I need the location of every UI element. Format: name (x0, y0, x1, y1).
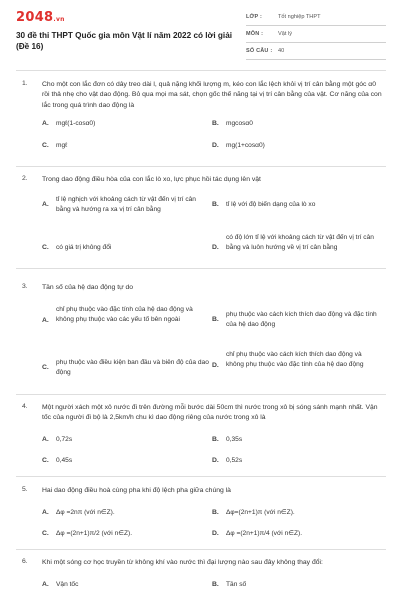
divider (16, 166, 386, 167)
question-number: 5. (22, 486, 28, 493)
meta-row-count (246, 47, 386, 60)
option-letter: D. (212, 142, 219, 149)
question-number: 6. (22, 558, 28, 565)
option-text: mgcosα0 (226, 120, 253, 127)
option-text: tỉ lệ với độ biến dạng của lò xo (226, 201, 316, 208)
meta-row-subject (246, 30, 386, 43)
option-letter: B. (212, 509, 219, 516)
question-text: Một người xách một xô nước đi trên đường mỗi bước dài 50cm thì nước trong xô bị sóng sánh mạnh nhất. Vận tốc của người đi bộ là 2,5km/h chu kì dao động riêng của nước trong xô là (42, 404, 378, 422)
meta-label: LỚP : (246, 14, 262, 20)
option-text: 0,52s (226, 457, 243, 464)
option-text: Tần số (226, 581, 247, 588)
option-letter: D. (212, 530, 219, 537)
meta-label: SỐ CÂU : (246, 48, 273, 54)
option-text: phụ thuộc vào điều kiện ban đầu và biên độ của dao động (56, 359, 209, 376)
option-text: Vận tốc (56, 581, 79, 588)
option-letter: B. (212, 120, 219, 127)
option-letter: C. (42, 457, 49, 464)
meta-value: Vật lý (278, 31, 292, 37)
option-letter: B. (212, 436, 219, 443)
option-text: mgℓ (56, 142, 68, 149)
question-number: 1. (22, 80, 28, 87)
option-letter: A. (42, 509, 49, 516)
divider (16, 394, 386, 395)
site-logo[interactable] (16, 10, 65, 25)
option-letter: D. (212, 362, 219, 369)
option-letter: A. (42, 120, 49, 127)
question-text: Tần số của hệ dao động tự do (42, 284, 134, 291)
option-letter: A. (42, 201, 49, 208)
option-letter: C. (42, 244, 49, 251)
meta-row-class (246, 13, 386, 26)
option-letter: B. (212, 316, 219, 323)
meta-value: Tốt nghiệp THPT (278, 14, 321, 20)
divider (16, 549, 386, 550)
option-letter: D. (212, 457, 219, 464)
question-text: Trong dao động điều hòa của con lắc lò xo, lực phục hồi tác dụng lên vật (42, 176, 261, 183)
option-letter: C. (42, 530, 49, 537)
option-letter: C. (42, 142, 49, 149)
option-text: tỉ lệ nghịch với khoảng cách từ vật đến vị trí cân bằng và hướng ra xa vị trí cân bằng (56, 196, 196, 213)
option-letter: A. (42, 317, 49, 324)
question-text: Cho một con lắc đơn có dây treo dài l, quả nặng khối lượng m, kéo con lắc lệch khỏi vị trí cân bằng một góc α0 rồi thả nhẹ cho vật dao động. Bỏ qua mọi ma sát, chọn gốc thế năng tại vị trí cân bằng của vật. Cơ năng của con lắc trong quá trình dao động là (42, 81, 382, 109)
question-text: Khi một sóng cơ học truyền từ không khí vào nước thì đại lượng nào sau đây không thay đổi: (42, 559, 323, 566)
divider (16, 70, 386, 71)
option-text: Δφ =(2n+1)π/2 (với n∈Z). (56, 530, 133, 537)
divider (16, 476, 386, 477)
option-text: Δφ =(2n+1)π/4 (với n∈Z). (226, 530, 303, 537)
question-number: 3. (22, 283, 28, 290)
document-title: 30 đề thi THPT Quốc gia môn Vật lí năm 2022 có lời giải (Đề 16) (16, 31, 233, 51)
meta-value: 40 (278, 48, 285, 54)
question-number: 4. (22, 403, 28, 410)
option-text: Δφ=(2n+1)π (với n∈Z). (226, 509, 295, 516)
option-letter: B. (212, 201, 219, 208)
option-text: phụ thuộc vào cách kích thích dao động và đặc tính của hệ dao động (226, 311, 377, 328)
option-text: mgℓ(1-cosα0) (56, 120, 96, 127)
option-letter: A. (42, 581, 49, 588)
meta-label: MÔN : (246, 31, 264, 37)
option-text: chỉ phụ thuộc vào cách kích thích dao động và không phụ thuộc vào đặc tính của hệ dao động (226, 351, 364, 368)
meta-panel (246, 13, 386, 64)
question-text: Hai dao động điều hoà cùng pha khi độ lệch pha giữa chúng là (42, 487, 231, 494)
document-header (16, 10, 386, 68)
option-text: có giá trị không đổi (56, 244, 112, 251)
option-text: chỉ phụ thuộc vào đặc tính của hệ dao động và không phụ thuộc vào các yếu tố bên ngoài (56, 306, 193, 323)
option-letter: A. (42, 436, 49, 443)
option-letter: D. (212, 244, 219, 251)
option-text: mg(1+cosα0) (226, 142, 265, 149)
option-letter: C. (42, 364, 49, 371)
option-text: có độ lớn tỉ lệ với khoảng cách từ vật đến vị trí cân bằng và luôn hướng về vị trí cân bằng (226, 234, 374, 251)
option-text: Δφ =2nπ (với n∈Z). (56, 509, 115, 516)
option-letter: B. (212, 581, 219, 588)
divider (16, 268, 386, 269)
option-text: 0,45s (56, 457, 73, 464)
option-text: 0,35s (226, 436, 243, 443)
logo-main: 2048 (16, 10, 54, 25)
option-text: 0,72s (56, 436, 73, 443)
logo-suffix: .vn (53, 16, 65, 23)
question-number: 2. (22, 175, 28, 182)
